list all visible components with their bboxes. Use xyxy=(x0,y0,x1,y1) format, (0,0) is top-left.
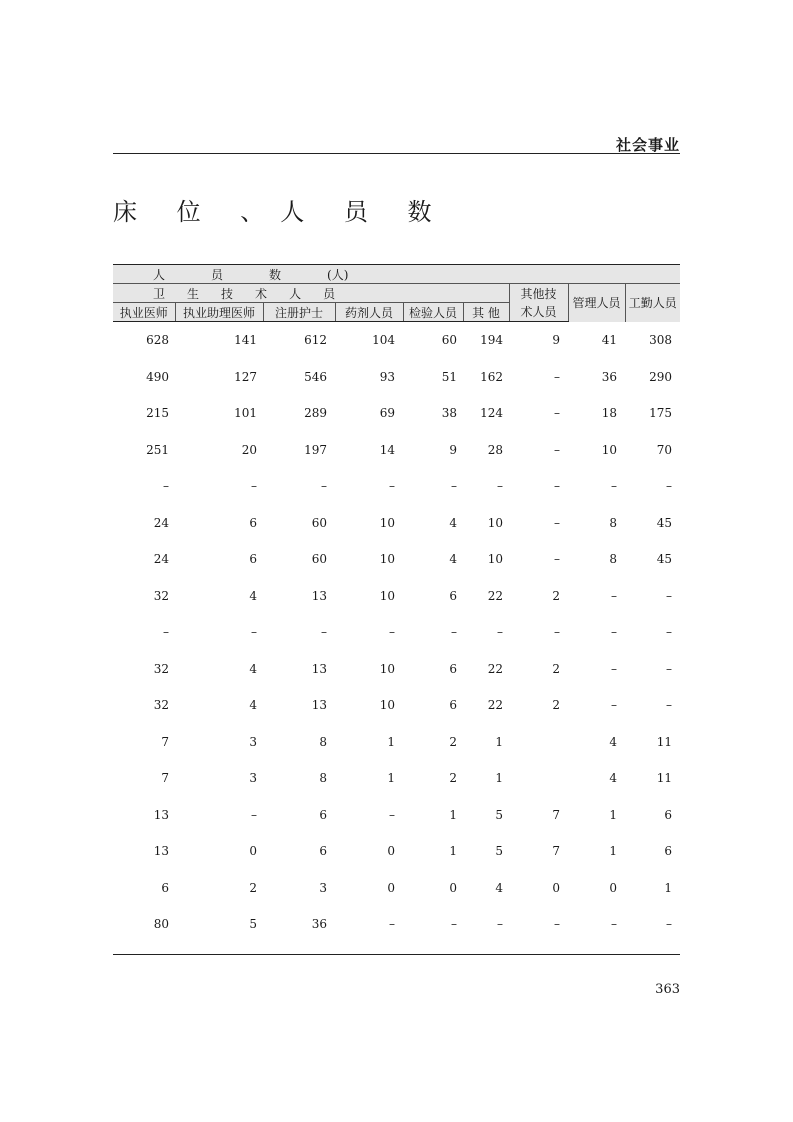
table-cell: 11 xyxy=(656,771,673,786)
table-cell: 1 xyxy=(609,844,617,859)
table-cell: 290 xyxy=(649,369,673,384)
table-cell: 69 xyxy=(379,406,395,421)
table-cell: 194 xyxy=(480,333,503,348)
section-label: 社会事业 xyxy=(615,136,680,154)
table-cell: 6 xyxy=(249,552,257,567)
table-cell: 8 xyxy=(319,771,327,786)
table-cell: 6 xyxy=(319,844,327,859)
header-rule xyxy=(113,153,680,154)
table-cell: – xyxy=(451,479,457,494)
table-cell: – xyxy=(163,625,169,640)
table-cell: 36 xyxy=(311,917,327,932)
table-cell: 9 xyxy=(552,333,560,348)
table-cell: – xyxy=(251,807,257,822)
table-cell: – xyxy=(389,479,395,494)
table-cell: – xyxy=(666,588,673,603)
table-cell: 101 xyxy=(234,406,257,421)
table-cell: 4 xyxy=(495,880,503,895)
table-cell: – xyxy=(554,369,560,384)
table-cell: 11 xyxy=(656,734,673,749)
table-cell: – xyxy=(554,917,560,932)
table-cell: 1 xyxy=(387,734,395,749)
table-cell xyxy=(509,724,568,761)
table-cell: 10 xyxy=(379,661,395,676)
table-cell: – xyxy=(389,625,395,640)
table-cell: 141 xyxy=(234,333,257,348)
table-cell: 1 xyxy=(387,771,395,786)
table-cell: 3 xyxy=(249,734,257,749)
table-cell: 0 xyxy=(387,880,395,895)
table-cell: 1 xyxy=(664,880,673,895)
table-cell: – xyxy=(497,479,503,494)
table-cell: 7 xyxy=(552,844,560,859)
table-cell: 7 xyxy=(552,807,560,822)
table-cell: 14 xyxy=(379,442,395,457)
col-header-assistant-physician: 执业助理医师 xyxy=(175,303,263,322)
table-cell: 2 xyxy=(449,771,457,786)
table-cell: 628 xyxy=(146,333,169,348)
table-cell: 28 xyxy=(487,442,503,457)
table-cell: 3 xyxy=(319,880,327,895)
table-cell: 10 xyxy=(379,588,395,603)
table-cell: – xyxy=(451,917,457,932)
table-subgroup-header: 卫 生 技 术 人 员 xyxy=(113,284,509,303)
table-cell: 490 xyxy=(146,369,169,384)
table-cell: 4 xyxy=(249,588,257,603)
table-cell: 4 xyxy=(449,515,457,530)
table-cell: 1 xyxy=(449,844,457,859)
table-cell: – xyxy=(611,917,617,932)
col-header-admin: 管理人员 xyxy=(568,284,625,322)
table-cell: 162 xyxy=(480,369,503,384)
table-cell: 2 xyxy=(449,734,457,749)
table-cell: 60 xyxy=(441,333,457,348)
table-cell: 8 xyxy=(319,734,327,749)
table-cell: 104 xyxy=(372,333,395,348)
table-cell: 93 xyxy=(379,369,395,384)
table-cell: 10 xyxy=(487,515,503,530)
table-body xyxy=(113,322,680,943)
table-cell: 175 xyxy=(649,406,673,421)
staff-table xyxy=(113,264,680,943)
table-cell: 8 xyxy=(609,552,617,567)
table-cell: 10 xyxy=(379,552,395,567)
table-cell: – xyxy=(451,625,457,640)
table-row xyxy=(113,870,680,907)
table-row xyxy=(113,432,680,469)
table-cell: 197 xyxy=(304,442,327,457)
table-cell: 308 xyxy=(649,333,673,347)
table-cell: 5 xyxy=(249,917,257,932)
table-cell: 80 xyxy=(153,917,169,932)
table-cell: 7 xyxy=(161,771,169,786)
table-cell: – xyxy=(554,442,560,457)
col-header-other: 其 他 xyxy=(463,303,509,322)
table-cell: 127 xyxy=(234,369,257,384)
table-cell: 612 xyxy=(304,333,327,348)
table-cell: 24 xyxy=(153,515,169,530)
table-cell: 2 xyxy=(552,661,560,676)
table-cell: 13 xyxy=(311,661,327,676)
table-cell: – xyxy=(666,917,673,932)
table-cell: 1 xyxy=(449,807,457,822)
table-cell: 38 xyxy=(441,406,457,421)
table-cell: – xyxy=(321,625,327,640)
table-cell: 546 xyxy=(304,369,327,384)
table-cell: 289 xyxy=(304,406,327,421)
table-cell: 60 xyxy=(311,552,327,567)
table-cell: 32 xyxy=(153,588,169,603)
table-row xyxy=(113,724,680,761)
table-cell: – xyxy=(321,479,327,494)
col-header-lab: 检验人员 xyxy=(403,303,463,322)
table-row xyxy=(113,359,680,396)
table-cell: 0 xyxy=(387,844,395,859)
table-cell: 3 xyxy=(249,771,257,786)
table-cell: 6 xyxy=(249,515,257,530)
table-cell: 6 xyxy=(449,661,457,676)
table-cell: – xyxy=(389,917,395,932)
table-row xyxy=(113,614,680,651)
table-cell: 0 xyxy=(552,880,560,895)
table-cell: 13 xyxy=(153,844,169,859)
table-cell: 251 xyxy=(146,442,169,457)
table-row xyxy=(113,797,680,834)
table-cell: 41 xyxy=(601,333,617,347)
table-cell: 215 xyxy=(146,406,169,421)
table-cell: 45 xyxy=(656,515,673,530)
table-row xyxy=(113,541,680,578)
table-cell: 4 xyxy=(609,734,617,749)
page-title: 床 位 、人 员 数 xyxy=(113,198,448,226)
table-cell: 6 xyxy=(664,807,673,822)
table-cell: 13 xyxy=(311,588,327,603)
table-cell: 4 xyxy=(249,698,257,713)
table-cell: – xyxy=(497,625,503,640)
table-cell: 2 xyxy=(552,698,560,713)
table-cell: – xyxy=(666,625,673,640)
table-row xyxy=(113,578,680,615)
table-cell: – xyxy=(251,625,257,640)
col-header-nurse: 注册护士 xyxy=(263,303,335,322)
table-cell: 5 xyxy=(495,807,503,822)
table-cell: 22 xyxy=(487,661,503,676)
table-cell: 6 xyxy=(161,880,169,895)
table-cell: 6 xyxy=(319,807,327,822)
col-header-physician: 执业医师 xyxy=(113,303,175,322)
table-cell: 13 xyxy=(153,807,169,822)
table-cell: 24 xyxy=(153,552,169,567)
table-cell: 32 xyxy=(153,698,169,713)
table-cell: 13 xyxy=(311,698,327,713)
table-cell: – xyxy=(554,479,560,494)
table-cell: 1 xyxy=(495,734,503,749)
table-cell: 0 xyxy=(249,844,257,859)
table-cell: – xyxy=(251,479,257,494)
table-cell: 10 xyxy=(379,698,395,713)
table-cell: – xyxy=(611,588,617,603)
table-cell: 20 xyxy=(241,442,257,457)
table-cell: 10 xyxy=(379,515,395,530)
table-cell: 70 xyxy=(656,442,673,457)
table-cell: – xyxy=(666,661,673,676)
table-cell: – xyxy=(611,479,617,494)
col-header-workers: 工勤人员 xyxy=(625,284,680,322)
table-cell: 9 xyxy=(449,442,457,457)
table-row xyxy=(113,687,680,724)
table-cell: – xyxy=(554,625,560,640)
table-row xyxy=(113,468,680,505)
table-cell: – xyxy=(554,515,560,530)
table-cell: 0 xyxy=(609,880,617,895)
table-cell: 1 xyxy=(495,771,503,786)
table-cell: 5 xyxy=(495,844,503,859)
table-cell: – xyxy=(666,698,673,713)
table-cell: – xyxy=(497,917,503,932)
table-cell: 4 xyxy=(249,661,257,676)
table-cell: 1 xyxy=(609,807,617,822)
table-bottom-rule xyxy=(113,954,680,955)
table-cell: 6 xyxy=(664,844,673,859)
table-cell: 6 xyxy=(449,698,457,713)
table-cell: 7 xyxy=(161,734,169,749)
col-header-other-tech-line1: 其他技 xyxy=(509,284,568,303)
page-number: 363 xyxy=(655,982,680,997)
table-cell: – xyxy=(389,807,395,822)
table-cell: 10 xyxy=(487,552,503,567)
table-row xyxy=(113,651,680,688)
table-cell: 6 xyxy=(449,588,457,603)
table-cell: 36 xyxy=(601,369,617,384)
table-cell: 4 xyxy=(449,552,457,567)
table-row xyxy=(113,322,680,359)
table-cell: – xyxy=(611,661,617,676)
table-cell: 51 xyxy=(441,369,457,384)
table-cell: – xyxy=(611,625,617,640)
table-cell: 22 xyxy=(487,698,503,713)
table-cell: 10 xyxy=(601,442,617,457)
table-row xyxy=(113,395,680,432)
table-cell: – xyxy=(554,406,560,421)
table-row xyxy=(113,505,680,542)
table-row xyxy=(113,760,680,797)
table-cell: 32 xyxy=(153,661,169,676)
table-cell: – xyxy=(666,479,673,494)
col-header-other-tech-line2: 术人员 xyxy=(509,303,568,322)
table-cell: 2 xyxy=(249,880,257,895)
table-row xyxy=(113,833,680,870)
table-cell xyxy=(509,760,568,797)
table-cell: 18 xyxy=(601,406,617,421)
table-row xyxy=(113,906,680,943)
table-cell: – xyxy=(163,479,169,494)
table-cell: 124 xyxy=(480,406,503,421)
col-header-pharmacy: 药剂人员 xyxy=(335,303,403,322)
table-cell: 22 xyxy=(487,588,503,603)
table-cell: 0 xyxy=(449,880,457,895)
table-cell: – xyxy=(554,552,560,567)
table-cell: 4 xyxy=(609,771,617,786)
table-cell: – xyxy=(611,698,617,713)
table-cell: 60 xyxy=(311,515,327,530)
table-cell: 2 xyxy=(552,588,560,603)
table-cell: 8 xyxy=(609,515,617,530)
table-group-header: 人 员 数 (人) xyxy=(113,265,680,284)
table-cell: 45 xyxy=(656,552,673,567)
